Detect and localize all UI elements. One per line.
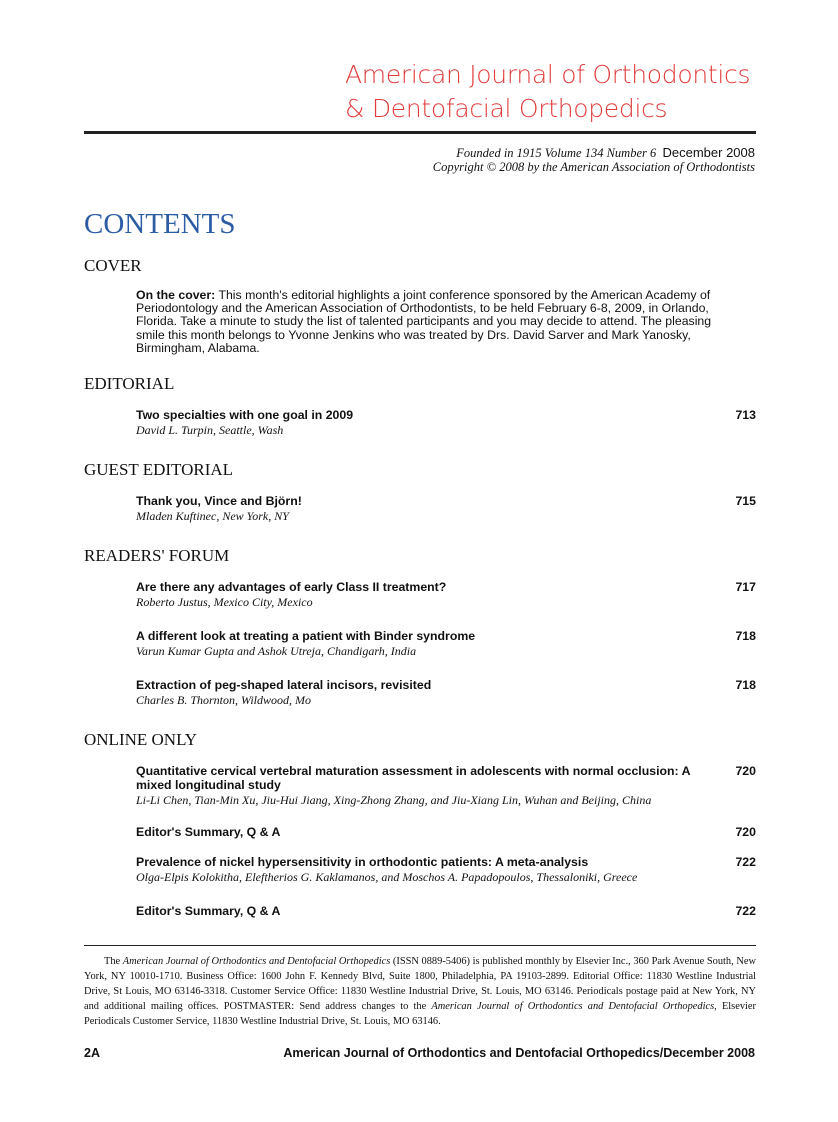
toc-entry[interactable] — [136, 580, 756, 610]
running-title: American Journal of Orthodontics and Dentofacial Orthopedics/December 2008 — [283, 1046, 755, 1060]
entry-authors: Li-Li Chen, Tian-Min Xu, Jiu-Hui Jiang, Xing-Zhong Zhang, and Jiu-Xiang Lin, Wuhan and Beijing, China — [136, 793, 652, 807]
cover-description — [136, 289, 721, 355]
entry-page: 715 — [735, 494, 756, 508]
section-guest-editorial: GUEST EDITORIAL — [84, 460, 234, 479]
notice-journal-name: American Journal of Orthodontics and Dentofacial Orthopedics — [431, 1001, 715, 1012]
notice-journal-name: American Journal of Orthodontics and Dentofacial Orthopedics — [122, 956, 391, 967]
notice-text: , Elsevier Periodicals Customer Service, 11830 Westline Industrial Drive, St. Louis, MO 63146. — [84, 1001, 756, 1027]
entry-page: 722 — [735, 855, 756, 869]
entry-title[interactable]: Quantitative cervical vertebral maturation assessment in adolescents with normal occlusion: A mixed longitudinal study — [136, 764, 690, 792]
toc-entry[interactable] — [136, 494, 756, 524]
entry-title[interactable]: Are there any advantages of early Class II treatment? — [136, 580, 447, 594]
entry-authors: Mladen Kuftinec, New York, NY — [136, 509, 289, 523]
entry-page: 720 — [735, 764, 756, 778]
entry-title[interactable]: Prevalence of nickel hypersensitivity in orthodontic patients: A meta-analysis — [136, 855, 589, 869]
toc-entry[interactable] — [136, 408, 756, 438]
issue-info — [456, 145, 755, 161]
cover-text: This month's editorial highlights a joint conference sponsored by the American Academy of Periodontology and the American Association of Orthodontists, to be held February 6-8, 2009, in Orlando, Florida. Take a minute to study the list of talented participants and you may decide to attend. The pleasing smile this month belongs to Yvonne Jenkins who was treated by Drs. David Sarver and Mark Yanosky, Birmingham, Alabama. — [136, 288, 712, 355]
entry-title[interactable]: Two specialties with one goal in 2009 — [136, 408, 354, 422]
entry-page: 720 — [735, 825, 756, 839]
entry-title[interactable]: A different look at treating a patient with Binder syndrome — [136, 629, 476, 643]
cover-label: On the cover: — [136, 288, 216, 302]
footer-rule — [84, 945, 756, 946]
toc-entry[interactable] — [136, 678, 756, 708]
entry-page: 713 — [735, 408, 756, 422]
issue-date: December 2008 — [662, 145, 755, 160]
entry-title[interactable]: Editor's Summary, Q & A — [136, 825, 281, 839]
entry-page: 718 — [735, 629, 756, 643]
section-cover: COVER — [84, 256, 142, 275]
notice-text: The — [104, 956, 123, 967]
section-editorial: EDITORIAL — [84, 374, 175, 393]
page-number: 2A — [84, 1046, 100, 1060]
entry-authors: Charles B. Thornton, Wildwood, Mo — [136, 693, 312, 707]
toc-entry[interactable] — [136, 904, 756, 918]
section-online-only: ONLINE ONLY — [84, 730, 198, 749]
entry-page: 718 — [735, 678, 756, 692]
founded-volume: Founded in 1915 Volume 134 Number 6 — [456, 146, 657, 160]
journal-logo-line2: & Dentofacial Orthopedics — [345, 94, 668, 123]
entry-authors: Roberto Justus, Mexico City, Mexico — [136, 595, 313, 609]
toc-entry[interactable] — [136, 855, 756, 885]
notice-text: (ISSN 0889-5406) is published monthly by Elsevier Inc., 360 Park Avenue South, New York, NY 10010-1710. Business Office: 1600 John F. Kennedy Blvd, Suite 1800, Philadelphia, PA 19103-2899. Editorial Office: 11830 Westline Industrial Drive, St Louis, MO 63146-3318. Customer Service Office: 11830 Westline Industrial Drive, St. Louis, MO 63146. Periodicals postage paid at New York, NY and additional mailing offices. POSTMASTER: Send address changes to the — [84, 956, 756, 1012]
entry-title[interactable]: Extraction of peg-shaped lateral incisors, revisited — [136, 678, 432, 692]
journal-logo-line1: American Journal of Orthodontics — [345, 60, 751, 89]
entry-authors: David L. Turpin, Seattle, Wash — [136, 423, 284, 437]
entry-authors: Varun Kumar Gupta and Ashok Utreja, Chandigarh, India — [136, 644, 417, 658]
header-rule — [84, 131, 756, 134]
toc-entry[interactable] — [136, 629, 756, 659]
entry-title[interactable]: Thank you, Vince and Björn! — [136, 494, 302, 508]
entry-authors: Olga-Elpis Kolokitha, Eleftherios G. Kaklamanos, and Moschos A. Papadopoulos, Thessaloniki, Greece — [136, 870, 638, 884]
section-readers-forum: READERS' FORUM — [84, 546, 230, 565]
toc-entry[interactable] — [136, 764, 756, 808]
entry-title[interactable]: Editor's Summary, Q & A — [136, 904, 281, 918]
copyright: Copyright © 2008 by the American Association of Orthodontists — [432, 160, 755, 174]
entry-page: 717 — [735, 580, 756, 594]
entry-page: 722 — [735, 904, 756, 918]
contents-title: CONTENTS — [84, 208, 236, 240]
publisher-notice — [84, 954, 756, 1029]
toc-entry[interactable] — [136, 825, 756, 839]
